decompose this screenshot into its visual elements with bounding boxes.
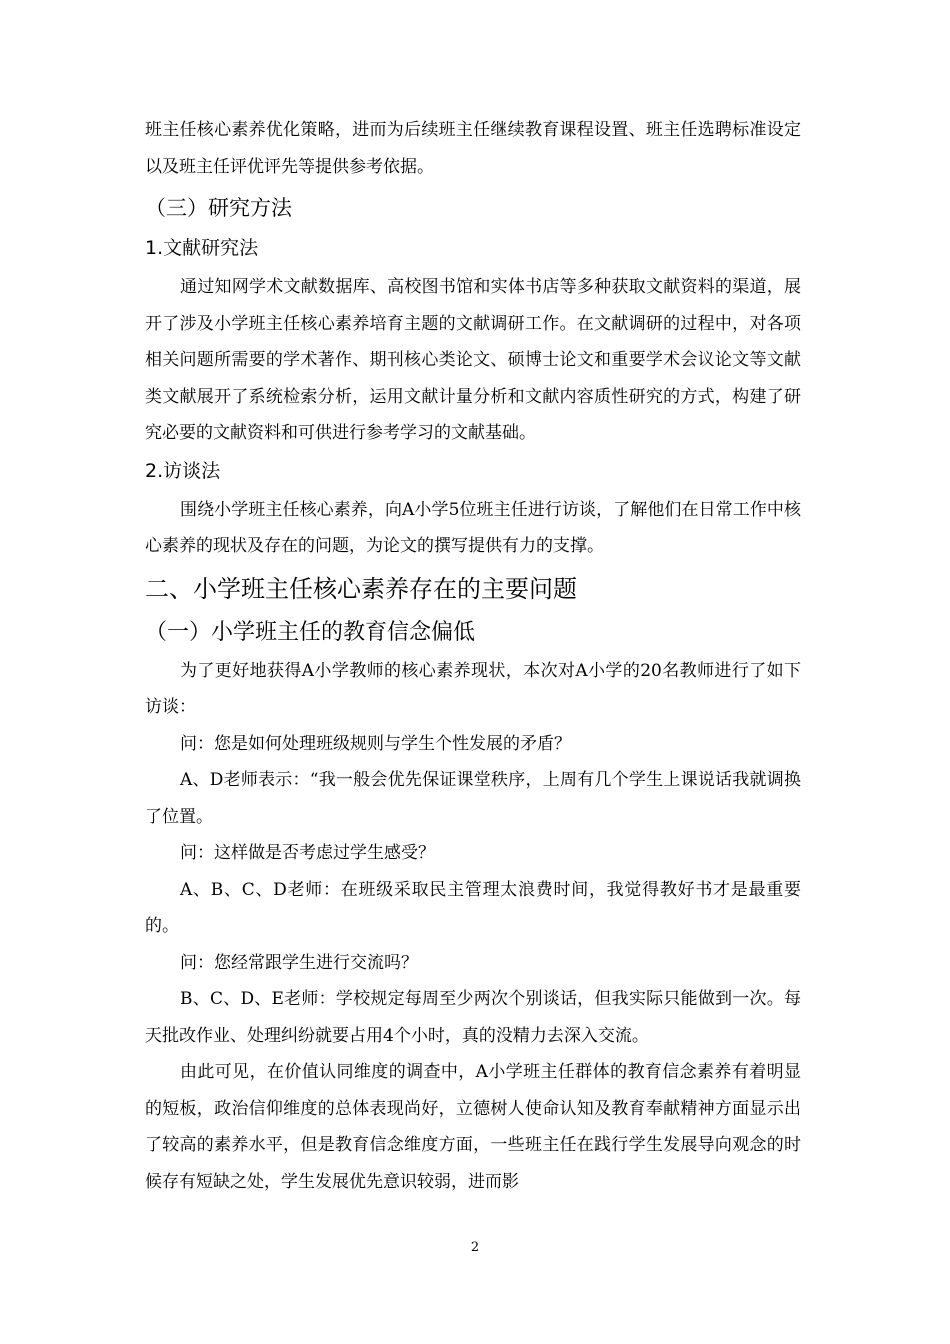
section-intro-paragraph: 为了更好地获得A小学教师的核心素养现状，本次对A小学的20名教师进行了如下访谈： <box>145 660 801 717</box>
interview-answer-2: A、B、C、D老师：在班级采取民主管理太浪费时间，我觉得教好书才是最重要的。 <box>145 879 801 936</box>
method-heading-interview: 2.访谈法 <box>145 459 221 482</box>
conclusion-paragraph: 由此可见，在价值认同维度的调查中，A小学班主任群体的教育信念素养有着明显的短板，政治信仰维度的总体表现尚好，立德树人使命认知及教育奉献精神方面显示出了较高的素养水平，但是教育信念维度方面，一些班主任在践行学生发展导向观念的时候存有短缺之处，学生发展优先意识较弱，进而影 <box>145 1062 801 1192</box>
document-body <box>145 112 801 1200</box>
chapter-heading: 二、小学班主任核心素养存在的主要问题 <box>145 574 577 603</box>
interview-answer-1: A、D老师表示：“我一般会优先保证课堂秩序，上周有几个学生上课说话我就调换了位置。 <box>145 770 801 827</box>
interview-question-1: 问：您是如何处理班级规则与学生个性发展的矛盾？ <box>180 733 571 754</box>
section-heading-research-methods: （三）研究方法 <box>145 196 292 220</box>
literature-method-paragraph: 通过知网学术文献数据库、高校图书馆和实体书店等多种获取文献资料的渠道，展开了涉及小学班主任核心素养培育主题的文献调研工作。在文献调研的过程中，对各项相关问题所需要的学术著作、期刊核心类论文、硕博士论文和重要学术会议论文等文献类文献展开了系统检索分析，运用文献计量分析和文献内容质性研究的方式，构建了研究必要的文献资料和可供进行参考学习的文献基础。 <box>145 277 801 443</box>
intro-paragraph: 班主任核心素养优化策略，进而为后续班主任继续教育课程设置、班主任选聘标准设定以及班主任评优评先等提供参考依据。 <box>145 120 801 177</box>
section-heading-education-belief: （一）小学班主任的教育信念偏低 <box>145 619 476 645</box>
interview-method-paragraph: 围绕小学班主任核心素养，向A小学5位班主任进行访谈，了解他们在日常工作中核心素养的现状及存在的问题，为论文的撰写提供有力的支撑。 <box>145 499 801 556</box>
interview-question-2: 问：这样做是否考虑过学生感受？ <box>180 843 435 863</box>
method-heading-literature: 1.文献研究法 <box>145 237 259 259</box>
interview-question-3: 问：您经常跟学生进行交流吗？ <box>180 952 418 973</box>
page-number: 2 <box>470 1240 480 1255</box>
interview-answer-3: B、C、D、E老师：学校规定每周至少两次个别谈话，但我实际只能做到一次。每天批改作业、处理纠纷就要占用4个小时，真的没精力去深入交流。 <box>145 989 801 1046</box>
